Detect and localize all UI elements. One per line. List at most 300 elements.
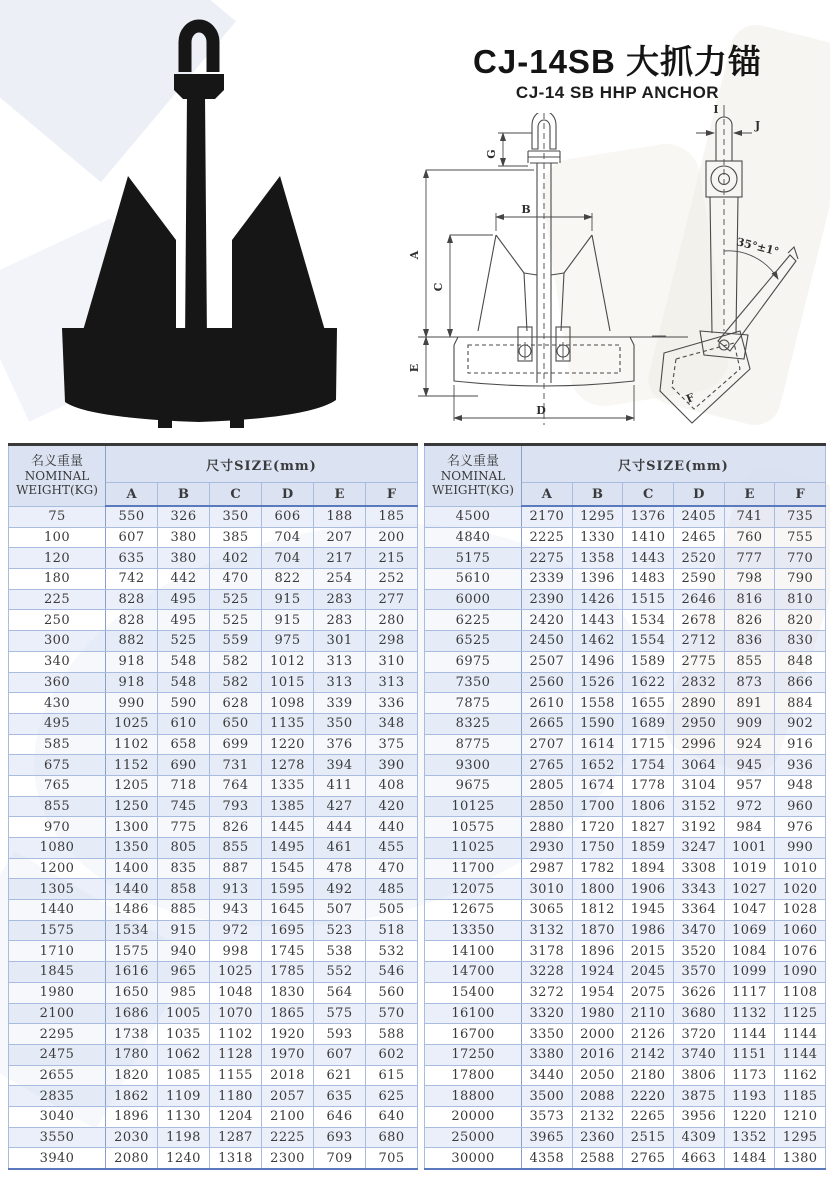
size-value: 866	[775, 672, 826, 693]
weight-value: 18800	[425, 1086, 522, 1107]
size-value: 2080	[106, 1148, 158, 1169]
size-value: 402	[210, 548, 262, 569]
size-value: 2000	[572, 1024, 623, 1045]
size-value: 943	[210, 900, 262, 921]
weight-value: 180	[9, 569, 106, 590]
size-value: 731	[210, 755, 262, 776]
size-value: 2018	[262, 1065, 314, 1086]
size-value: 909	[724, 713, 775, 734]
size-value: 1125	[775, 1003, 826, 1024]
size-value: 444	[314, 817, 366, 838]
size-value: 3320	[522, 1003, 573, 1024]
size-value: 505	[366, 900, 418, 921]
size-value: 1144	[775, 1044, 826, 1065]
weight-label-cn: 名义重量	[446, 453, 499, 469]
size-value: 385	[210, 527, 262, 548]
size-value: 427	[314, 796, 366, 817]
size-value: 1738	[106, 1024, 158, 1045]
size-value: 828	[106, 589, 158, 610]
size-value: 485	[366, 879, 418, 900]
weight-value: 2295	[9, 1024, 106, 1045]
size-value: 3875	[673, 1086, 724, 1107]
weight-value: 6525	[425, 631, 522, 652]
size-value: 1954	[572, 982, 623, 1003]
weight-value: 855	[9, 796, 106, 817]
size-value: 1558	[572, 693, 623, 714]
size-value: 1295	[572, 506, 623, 527]
spec-row	[425, 1086, 826, 1107]
size-value: 3520	[673, 941, 724, 962]
size-value: 1117	[724, 982, 775, 1003]
size-value: 3192	[673, 817, 724, 838]
size-value: 1484	[724, 1148, 775, 1169]
spec-row	[425, 713, 826, 734]
size-value: 2880	[522, 817, 573, 838]
size-value: 2465	[673, 527, 724, 548]
size-value: 2610	[522, 693, 573, 714]
size-value: 507	[314, 900, 366, 921]
size-value: 313	[314, 651, 366, 672]
size-value: 478	[314, 858, 366, 879]
table-header	[425, 445, 826, 507]
size-value: 1010	[775, 858, 826, 879]
fluke-shape	[82, 176, 176, 334]
spec-row	[425, 817, 826, 838]
spec-row	[9, 941, 418, 962]
size-value: 1358	[572, 548, 623, 569]
size-value: 1076	[775, 941, 826, 962]
size-value: 1526	[572, 672, 623, 693]
size-value: 252	[366, 569, 418, 590]
size-value: 1715	[623, 734, 674, 755]
size-value: 3956	[673, 1106, 724, 1127]
weight-value: 14700	[425, 962, 522, 983]
weight-value: 4840	[425, 527, 522, 548]
size-value: 1027	[724, 879, 775, 900]
size-value: 1005	[158, 1003, 210, 1024]
size-value: 2707	[522, 734, 573, 755]
size-value: 1700	[572, 796, 623, 817]
col-header-b: B	[158, 483, 210, 507]
weight-value: 3550	[9, 1127, 106, 1148]
size-value: 1330	[572, 527, 623, 548]
size-value: 2016	[572, 1044, 623, 1065]
weight-value: 13350	[425, 920, 522, 941]
weight-value: 585	[9, 734, 106, 755]
size-value: 492	[314, 879, 366, 900]
spec-row	[9, 982, 418, 1003]
size-value: 283	[314, 589, 366, 610]
size-value: 984	[724, 817, 775, 838]
size-value: 948	[775, 775, 826, 796]
size-value: 1827	[623, 817, 674, 838]
spec-row	[425, 506, 826, 527]
size-value: 1440	[106, 879, 158, 900]
size-value: 918	[106, 651, 158, 672]
size-value: 826	[210, 817, 262, 838]
spec-row	[9, 1065, 418, 1086]
size-value: 1108	[775, 982, 826, 1003]
weight-value: 25000	[425, 1127, 522, 1148]
size-value: 646	[314, 1106, 366, 1127]
size-value: 4309	[673, 1127, 724, 1148]
size-value: 1396	[572, 569, 623, 590]
spec-row	[9, 755, 418, 776]
size-value: 1945	[623, 900, 674, 921]
spec-row	[9, 1044, 418, 1065]
weight-value: 340	[9, 651, 106, 672]
size-value: 348	[366, 713, 418, 734]
size-value: 552	[314, 962, 366, 983]
size-value: 1645	[262, 900, 314, 921]
size-value: 1295	[775, 1127, 826, 1148]
size-value: 635	[106, 548, 158, 569]
size-value: 887	[210, 858, 262, 879]
size-value: 735	[775, 506, 826, 527]
weight-value: 3940	[9, 1148, 106, 1169]
size-value: 1047	[724, 900, 775, 921]
size-value: 3573	[522, 1106, 573, 1127]
size-value: 495	[158, 589, 210, 610]
size-value: 924	[724, 734, 775, 755]
dim-label-d: D	[536, 404, 546, 417]
col-header-d: D	[262, 483, 314, 507]
size-value: 3720	[673, 1024, 724, 1045]
weight-value: 300	[9, 631, 106, 652]
size-value: 495	[158, 610, 210, 631]
spec-row	[425, 982, 826, 1003]
spec-row	[9, 900, 418, 921]
size-value: 1614	[572, 734, 623, 755]
weight-label-en2: WEIGHT(KG)	[16, 483, 98, 498]
size-value: 1070	[210, 1003, 262, 1024]
size-value: 1198	[158, 1127, 210, 1148]
size-value: 339	[314, 693, 366, 714]
dim-label-j: J	[755, 119, 761, 132]
size-value: 884	[775, 693, 826, 714]
size-value: 1090	[775, 962, 826, 983]
size-value: 607	[106, 527, 158, 548]
size-value: 570	[366, 1003, 418, 1024]
size-value: 1287	[210, 1127, 262, 1148]
size-value: 442	[158, 569, 210, 590]
size-value: 1495	[262, 838, 314, 859]
size-value: 1376	[623, 506, 674, 527]
size-value: 848	[775, 651, 826, 672]
size-value: 836	[724, 631, 775, 652]
size-value: 1400	[106, 858, 158, 879]
spec-row	[425, 1024, 826, 1045]
size-value: 777	[724, 548, 775, 569]
size-value: 518	[366, 920, 418, 941]
size-value: 1410	[623, 527, 674, 548]
size-value: 855	[724, 651, 775, 672]
size-value: 408	[366, 775, 418, 796]
size-header-cell: 尺寸SIZE(mm)	[522, 445, 826, 483]
size-value: 254	[314, 569, 366, 590]
spec-row	[425, 775, 826, 796]
size-value: 745	[158, 796, 210, 817]
size-value: 1806	[623, 796, 674, 817]
size-value: 990	[775, 838, 826, 859]
col-header-a: A	[106, 483, 158, 507]
size-value: 640	[366, 1106, 418, 1127]
weight-value: 9675	[425, 775, 522, 796]
size-value: 615	[366, 1065, 418, 1086]
size-value: 2420	[522, 610, 573, 631]
size-value: 885	[158, 900, 210, 921]
spec-row	[9, 569, 418, 590]
size-value: 560	[366, 982, 418, 1003]
size-value: 1185	[775, 1086, 826, 1107]
weight-value: 2475	[9, 1044, 106, 1065]
size-value: 2450	[522, 631, 573, 652]
size-value: 2765	[522, 755, 573, 776]
weight-value: 3040	[9, 1106, 106, 1127]
spec-row	[425, 941, 826, 962]
size-value: 625	[366, 1086, 418, 1107]
size-value: 1210	[775, 1106, 826, 1127]
spec-row	[425, 610, 826, 631]
size-value: 607	[314, 1044, 366, 1065]
size-value: 1335	[262, 775, 314, 796]
spec-row	[9, 796, 418, 817]
page-title: CJ-14SB 大抓力锚	[473, 43, 762, 80]
weight-value: 360	[9, 672, 106, 693]
size-value: 805	[158, 838, 210, 859]
size-value: 2890	[673, 693, 724, 714]
size-value: 918	[106, 672, 158, 693]
size-value: 1318	[210, 1148, 262, 1169]
crown-shape	[62, 328, 337, 422]
spec-row	[425, 796, 826, 817]
size-value: 2712	[673, 631, 724, 652]
fluke-shape	[232, 176, 326, 334]
size-value: 2142	[623, 1044, 674, 1065]
weight-value: 5610	[425, 569, 522, 590]
size-value: 1020	[775, 879, 826, 900]
weight-value: 16100	[425, 1003, 522, 1024]
weight-value: 430	[9, 693, 106, 714]
size-value: 2588	[572, 1148, 623, 1169]
size-value: 2850	[522, 796, 573, 817]
dim-label-f: F	[684, 390, 697, 406]
spec-row	[425, 631, 826, 652]
size-value: 3132	[522, 920, 573, 941]
spec-row	[425, 1148, 826, 1169]
size-value: 2050	[572, 1065, 623, 1086]
size-value: 380	[158, 527, 210, 548]
weight-value: 12075	[425, 879, 522, 900]
size-value: 525	[210, 610, 262, 631]
size-value: 1135	[262, 713, 314, 734]
size-value: 1385	[262, 796, 314, 817]
size-value: 1204	[210, 1106, 262, 1127]
weight-value: 4500	[425, 506, 522, 527]
size-value: 1085	[158, 1065, 210, 1086]
left-spec-table	[8, 443, 418, 1170]
size-value: 3440	[522, 1065, 573, 1086]
size-value: 3308	[673, 858, 724, 879]
size-value: 816	[724, 589, 775, 610]
size-value: 2560	[522, 672, 573, 693]
size-value: 1012	[262, 651, 314, 672]
size-value: 2132	[572, 1106, 623, 1127]
anchor-photo	[10, 0, 390, 440]
weight-value: 970	[9, 817, 106, 838]
size-value: 3104	[673, 775, 724, 796]
size-value: 1486	[106, 900, 158, 921]
size-value: 741	[724, 506, 775, 527]
weight-label-en2: WEIGHT(KG)	[432, 483, 514, 498]
spec-row	[425, 838, 826, 859]
weight-value: 8775	[425, 734, 522, 755]
size-value: 1750	[572, 838, 623, 859]
size-value: 1534	[623, 610, 674, 631]
spec-row	[9, 589, 418, 610]
size-value: 690	[158, 755, 210, 776]
dim-label-c: C	[432, 282, 445, 292]
size-value: 2225	[262, 1127, 314, 1148]
size-value: 455	[366, 838, 418, 859]
size-value: 390	[366, 755, 418, 776]
size-value: 976	[775, 817, 826, 838]
size-value: 828	[106, 610, 158, 631]
weight-value: 14100	[425, 941, 522, 962]
weight-value: 1305	[9, 879, 106, 900]
size-value: 1350	[106, 838, 158, 859]
size-value: 1650	[106, 982, 158, 1003]
size-value: 1496	[572, 651, 623, 672]
left-table-body	[9, 506, 418, 1169]
size-value: 3152	[673, 796, 724, 817]
size-value: 1069	[724, 920, 775, 941]
size-value: 1754	[623, 755, 674, 776]
size-value: 3740	[673, 1044, 724, 1065]
size-value: 3010	[522, 879, 573, 900]
size-value: 2996	[673, 734, 724, 755]
size-value: 2015	[623, 941, 674, 962]
weight-value: 1710	[9, 941, 106, 962]
size-value: 1240	[158, 1148, 210, 1169]
size-value: 3272	[522, 982, 573, 1003]
col-header-e: E	[314, 483, 366, 507]
spec-row	[425, 1106, 826, 1127]
size-value: 835	[158, 858, 210, 879]
weight-value: 10125	[425, 796, 522, 817]
size-value: 217	[314, 548, 366, 569]
size-value: 411	[314, 775, 366, 796]
weight-value: 11025	[425, 838, 522, 859]
size-value: 764	[210, 775, 262, 796]
shank-shape	[185, 95, 207, 343]
size-value: 1205	[106, 775, 158, 796]
size-value: 1443	[572, 610, 623, 631]
size-value: 215	[366, 548, 418, 569]
spec-row	[9, 879, 418, 900]
size-value: 658	[158, 734, 210, 755]
size-value: 3806	[673, 1065, 724, 1086]
size-value: 3228	[522, 962, 573, 983]
size-value: 2520	[673, 548, 724, 569]
size-value: 945	[724, 755, 775, 776]
size-value: 1128	[210, 1044, 262, 1065]
spec-row	[425, 527, 826, 548]
size-value: 301	[314, 631, 366, 652]
size-value: 1352	[724, 1127, 775, 1148]
weight-value: 17250	[425, 1044, 522, 1065]
size-value: 1780	[106, 1044, 158, 1065]
spec-row	[425, 858, 826, 879]
size-value: 2765	[623, 1148, 674, 1169]
weight-value: 1575	[9, 920, 106, 941]
col-header-f: F	[775, 483, 826, 507]
size-value: 680	[366, 1127, 418, 1148]
size-value: 1695	[262, 920, 314, 941]
dim-label-i: I	[713, 103, 719, 116]
size-value: 3500	[522, 1086, 573, 1107]
spec-row	[9, 1086, 418, 1107]
size-value: 3470	[673, 920, 724, 941]
size-value: 704	[262, 527, 314, 548]
weight-label-en1: NOMINAL	[24, 469, 90, 484]
size-value: 523	[314, 920, 366, 941]
col-header-a: A	[522, 483, 573, 507]
size-value: 1812	[572, 900, 623, 921]
size-value: 1462	[572, 631, 623, 652]
size-value: 1589	[623, 651, 674, 672]
col-header-b: B	[572, 483, 623, 507]
size-value: 380	[158, 548, 210, 569]
size-value: 1534	[106, 920, 158, 941]
size-value: 718	[158, 775, 210, 796]
size-value: 280	[366, 610, 418, 631]
size-value: 3380	[522, 1044, 573, 1065]
size-value: 1674	[572, 775, 623, 796]
size-value: 826	[724, 610, 775, 631]
spec-row	[425, 1003, 826, 1024]
size-value: 2832	[673, 672, 724, 693]
size-value: 2045	[623, 962, 674, 983]
size-value: 532	[366, 941, 418, 962]
size-value: 1028	[775, 900, 826, 921]
size-value: 326	[158, 506, 210, 527]
size-value: 2220	[623, 1086, 674, 1107]
size-value: 575	[314, 1003, 366, 1024]
size-value: 590	[158, 693, 210, 714]
size-value: 593	[314, 1024, 366, 1045]
size-value: 1102	[106, 734, 158, 755]
size-value: 1426	[572, 589, 623, 610]
size-value: 1099	[724, 962, 775, 983]
size-value: 1084	[724, 941, 775, 962]
size-value: 4358	[522, 1148, 573, 1169]
size-value: 770	[775, 548, 826, 569]
spec-row	[425, 651, 826, 672]
spec-row	[9, 713, 418, 734]
size-value: 1590	[572, 713, 623, 734]
size-value: 1144	[724, 1024, 775, 1045]
weight-value: 250	[9, 610, 106, 631]
weight-value: 100	[9, 527, 106, 548]
size-value: 1686	[106, 1003, 158, 1024]
size-value: 1001	[724, 838, 775, 859]
size-value: 2930	[522, 838, 573, 859]
size-value: 972	[724, 796, 775, 817]
dim-label-a: A	[408, 250, 421, 260]
size-value: 1193	[724, 1086, 775, 1107]
size-value: 1515	[623, 589, 674, 610]
